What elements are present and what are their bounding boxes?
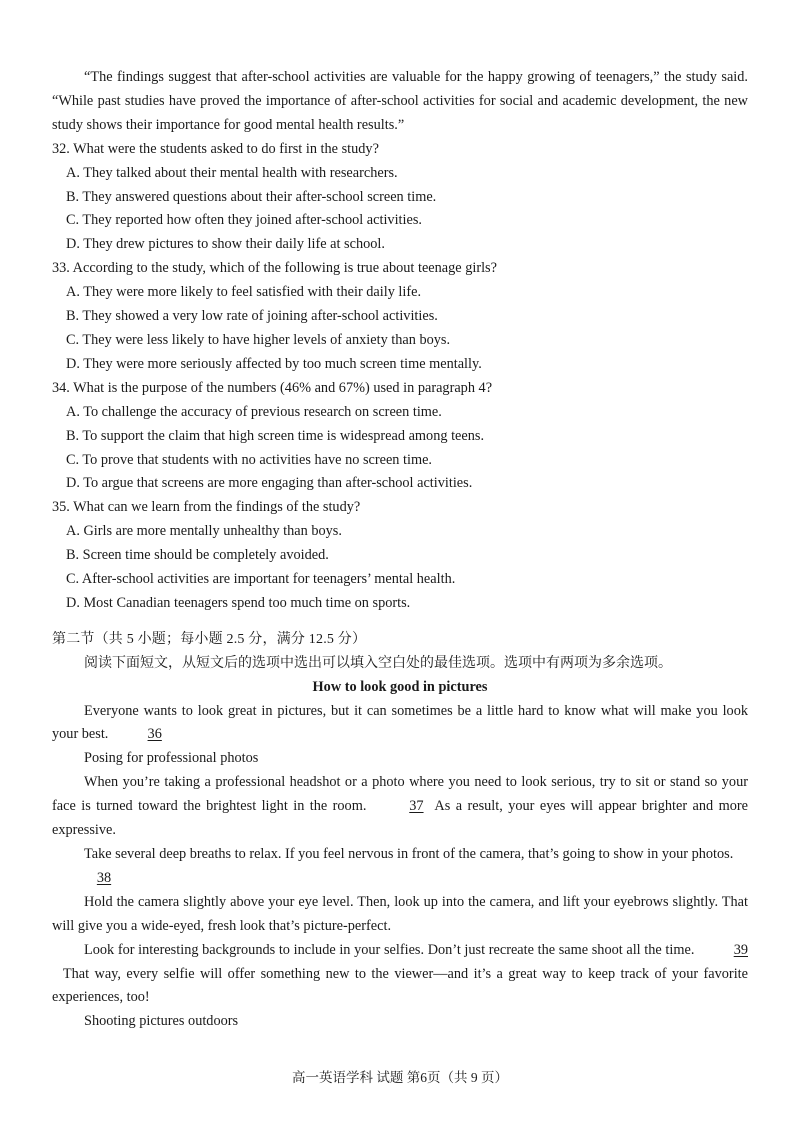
option-a: A. They were more likely to feel satisfied with their daily life. [66,284,422,301]
blank-38-line [52,867,748,891]
blank-39: 39 [733,941,748,958]
passage-paragraph-2 [52,771,748,843]
option-c: C. They were less likely to have higher levels of anxiety than boys. [66,331,451,348]
page-footer: 高一英语学科 试题 第6页（共 9 页） [292,1070,508,1085]
section-heading: 第二节（共 5 小题；每小题 2.5 分，满分 12.5 分） [52,631,367,647]
passage-paragraph-5 [52,939,748,1011]
option-c: C. To prove that students with no activities have no screen time. [66,451,433,468]
passage-c-final-paragraph: “The findings suggest that after-school activities are valuable for the happy growing of teenagers,” the study said. “While past studies have proved the importance of after-school activities for social and academic development, the new study shows their importance for good mental health results.” [52,69,748,133]
question-stem: 35. What can we learn from the findings of the study? [52,499,361,516]
question-33 [52,257,748,377]
paragraph-text: That way, every selfie will offer something new to the viewer—and it’s a great way to keep track of your favorite experiences, too! [52,965,748,1006]
section-instruction: 阅读下面短文，从短文后的选项中选出可以填入空白处的最佳选项。选项中有两项为多余选项。 [84,655,672,671]
passage-paragraph-3: Take several deep breaths to relax. If you feel nervous in front of the camera, that’s going to show in your photos. [84,846,734,862]
option-d: D. Most Canadian teenagers spend too much time on sports. [66,594,411,611]
passage-paragraph-4: Hold the camera slightly above your eye level. Then, look up into the camera, and lift your eyebrows slightly. That will give you a wide-eyed, fresh look that’s picture-perfect. [52,893,748,934]
question-stem: 33. According to the study, which of the following is true about teenage girls? [52,260,497,277]
option-b: B. They answered questions about their after-school screen time. [66,188,437,205]
option-b: B. Screen time should be completely avoided. [66,547,329,564]
option-d: D. They drew pictures to show their daily life at school. [66,236,385,253]
paragraph-text: As a result, your eyes will appear brighter and more expressive. [52,798,748,839]
question-35 [52,496,748,616]
question-stem: 32. What were the students asked to do first in the study? [52,140,379,157]
passage-paragraph-1 [52,700,748,748]
option-b: B. They showed a very low rate of joining after-school activities. [66,308,438,325]
option-b: B. To support the claim that high screen time is widespread among teens. [66,427,485,444]
blank-38: 38 [96,869,112,886]
blank-37: 37 [409,798,424,815]
paragraph-text: When you’re taking a professional headshot or a photo where you need to look serious, try to sit or stand so your face is turned toward the brightest light in the room. [52,774,748,815]
subheading-posing: Posing for professional photos [84,750,259,767]
exam-page [52,66,748,1034]
question-32 [52,138,748,258]
paragraph-text: Look for interesting backgrounds to include in your selfies. Don’t just recreate the same shoot all the time. [84,941,695,958]
paragraph-text: Everyone wants to look great in pictures, but it can sometimes be a little hard to know what will make you look your best. [52,702,748,743]
option-c: C. They reported how often they joined after-school activities. [66,212,422,229]
blank-36: 36 [147,726,162,743]
option-c: C. After-school activities are important for teenagers’ mental health. [66,571,456,588]
question-34 [52,377,748,497]
subheading-outdoors: Shooting pictures outdoors [84,1013,239,1030]
question-stem: 34. What is the purpose of the numbers (46% and 67%) used in paragraph 4? [52,379,493,396]
option-a: A. Girls are more mentally unhealthy than boys. [66,523,342,540]
option-d: D. They were more seriously affected by too much screen time mentally. [66,355,482,372]
option-a: A. To challenge the accuracy of previous research on screen time. [66,403,442,420]
option-a: A. They talked about their mental health with researchers. [66,164,398,181]
passage-title: How to look good in pictures [312,678,488,695]
option-d: D. To argue that screens are more engaging than after-school activities. [66,475,473,492]
